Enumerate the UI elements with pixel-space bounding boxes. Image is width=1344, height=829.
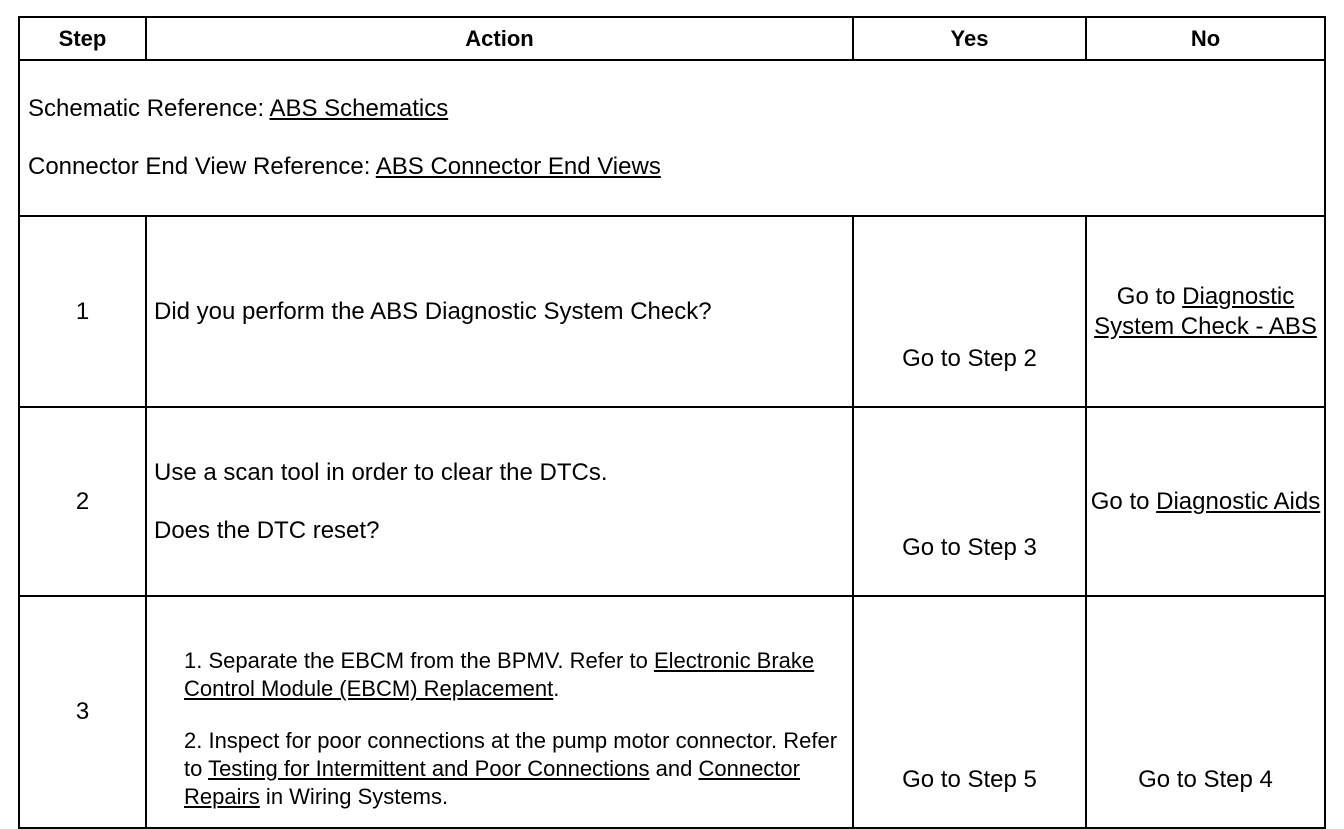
yes-cell: Go to Step 2 bbox=[853, 216, 1086, 407]
no-cell bbox=[1086, 407, 1325, 596]
abs-connector-end-views-link[interactable]: ABS Connector End Views bbox=[375, 153, 661, 180]
header-no: No bbox=[1086, 17, 1325, 60]
substep-1: 1. Separate the EBCM from the BPMV. Refer to Electronic Brake Control Module (EBCM) Replacement. bbox=[184, 648, 815, 701]
no-cell bbox=[1086, 216, 1325, 407]
step-row-1 bbox=[19, 216, 1325, 407]
yes-cell: Go to Step 3 bbox=[853, 407, 1086, 596]
reference-row bbox=[19, 60, 1325, 216]
action-instruction: Use a scan tool in order to clear the DTCs. bbox=[154, 458, 608, 486]
schematic-reference-label: Schematic Reference: bbox=[28, 95, 270, 122]
reference-cell bbox=[19, 60, 1325, 216]
step-number: 1 bbox=[19, 216, 146, 407]
substep-2: 2. Inspect for poor connections at the pump motor connector. Refer to Testing for Intermittent and Poor Connections and Connector Repairs in Wiring Systems. bbox=[184, 728, 838, 809]
diagnostic-system-check-abs-link[interactable]: Diagnostic System Check - ABS bbox=[1094, 282, 1317, 340]
no-prefix: Go to bbox=[1116, 282, 1183, 310]
action-question: Does the DTC reset? bbox=[154, 516, 380, 544]
yes-cell: Go to Step 5 bbox=[853, 596, 1086, 828]
substep-list bbox=[154, 647, 852, 811]
diagnostic-aids-link[interactable]: Diagnostic Aids bbox=[1156, 487, 1321, 515]
testing-intermittent-poor-connections-link[interactable]: Testing for Intermittent and Poor Connections bbox=[208, 756, 650, 781]
abs-schematics-link[interactable]: ABS Schematics bbox=[269, 95, 449, 122]
step-row-2 bbox=[19, 407, 1325, 596]
connector-repairs-link[interactable]: Connector Repairs bbox=[184, 756, 800, 809]
no-prefix: Go to bbox=[1090, 487, 1157, 515]
diagnostic-table bbox=[18, 16, 1326, 829]
no-cell: Go to Step 4 bbox=[1086, 596, 1325, 828]
action-text bbox=[146, 596, 853, 828]
step-number: 3 bbox=[19, 596, 146, 828]
header-action: Action bbox=[146, 17, 853, 60]
header-row bbox=[19, 17, 1325, 60]
connector-reference bbox=[28, 153, 1324, 181]
action-question: Did you perform the ABS Diagnostic System Check? bbox=[154, 297, 712, 325]
schematic-reference bbox=[28, 95, 1324, 123]
step-row-3 bbox=[19, 596, 1325, 828]
action-text bbox=[146, 407, 853, 596]
ebcm-replacement-link[interactable]: Electronic Brake Control Module (EBCM) Replacement bbox=[184, 648, 815, 701]
header-step: Step bbox=[19, 17, 146, 60]
connector-reference-label: Connector End View Reference: bbox=[28, 153, 376, 180]
header-yes: Yes bbox=[853, 17, 1086, 60]
action-text bbox=[146, 216, 853, 407]
step-number: 2 bbox=[19, 407, 146, 596]
